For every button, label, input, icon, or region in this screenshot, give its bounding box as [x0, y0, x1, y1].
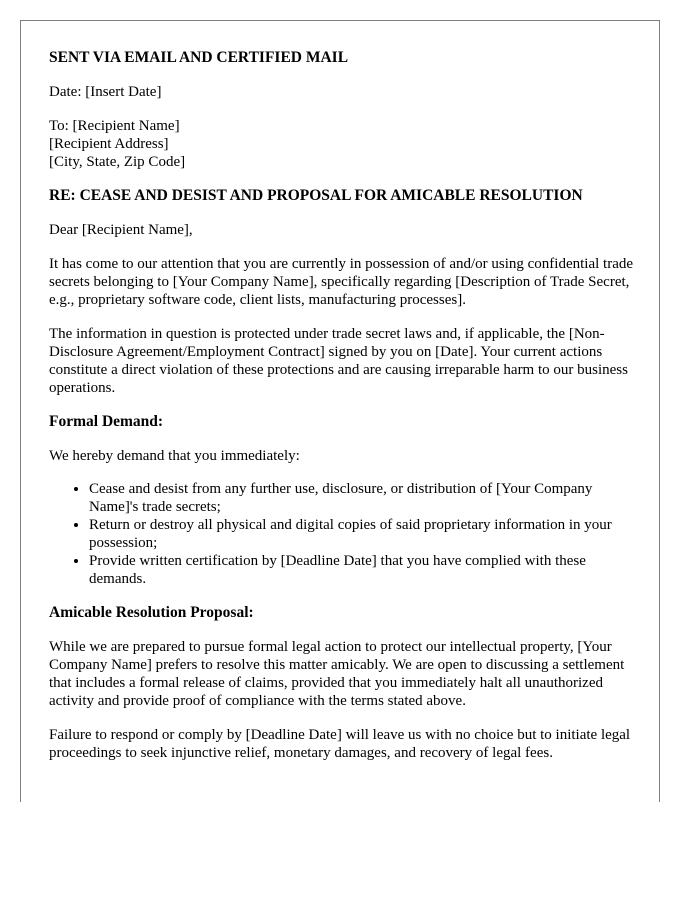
- demand-intro: We hereby demand that you immediately:: [49, 448, 300, 464]
- formal-demand-heading: Formal Demand:: [49, 413, 164, 430]
- subject-line: RE: CEASE AND DESIST AND PROPOSAL FOR AMICABLE RESOLUTION: [49, 187, 583, 204]
- paragraph-possession: It has come to our attention that you are currently in possession of and/or using confidential trade secrets belonging to [Your Company Name], specifically regarding [Description of Trade Secret, e.g., proprietary software code, client lists, manufacturing processes].: [49, 256, 634, 308]
- demand-item: • Provide written certification by [Deadline Date] that you have complied with these demands.: [89, 552, 639, 588]
- demand-item: • Cease and desist from any further use, disclosure, or distribution of [Your Company Name]'s trade secrets;: [89, 480, 639, 516]
- letter-page: [20, 20, 660, 802]
- recipient-name-line: To: [Recipient Name]: [49, 118, 180, 134]
- recipient-city-line: [City, State, Zip Code]: [49, 154, 186, 170]
- paragraph-resolution: While we are prepared to pursue formal legal action to protect our intellectual property, [Your Company Name] prefers to resolve this matter amicably. We are open to discussing a settlement that includes a formal release of claims, provided that you immediately halt all unauthorized activity and provide proof of compliance with the terms stated above.: [49, 639, 625, 709]
- resolution-heading: Amicable Resolution Proposal:: [49, 604, 254, 621]
- recipient-address-line: [Recipient Address]: [49, 136, 169, 152]
- letter-body: [49, 49, 639, 762]
- paragraph-failure-notice: Failure to respond or comply by [Deadline Date] will leave us with no choice but to initiate legal proceedings to seek injunctive relief, monetary damages, and recovery of legal fees.: [49, 727, 631, 761]
- demand-item: • Return or destroy all physical and digital copies of said proprietary information in your possession;: [89, 516, 639, 552]
- salutation: Dear [Recipient Name],: [49, 222, 193, 238]
- demand-list: [49, 480, 639, 588]
- delivery-notice: SENT VIA EMAIL AND CERTIFIED MAIL: [49, 49, 349, 66]
- recipient-block: [49, 117, 639, 171]
- paragraph-protection: The information in question is protected under trade secret laws and, if applicable, the [Non-Disclosure Agreement/Employment Contract] signed by you on [Date]. Your current actions constitute a direct violation of these protections and are causing irreparable harm to our business operations.: [49, 326, 628, 396]
- date-line: Date: [Insert Date]: [49, 84, 162, 100]
